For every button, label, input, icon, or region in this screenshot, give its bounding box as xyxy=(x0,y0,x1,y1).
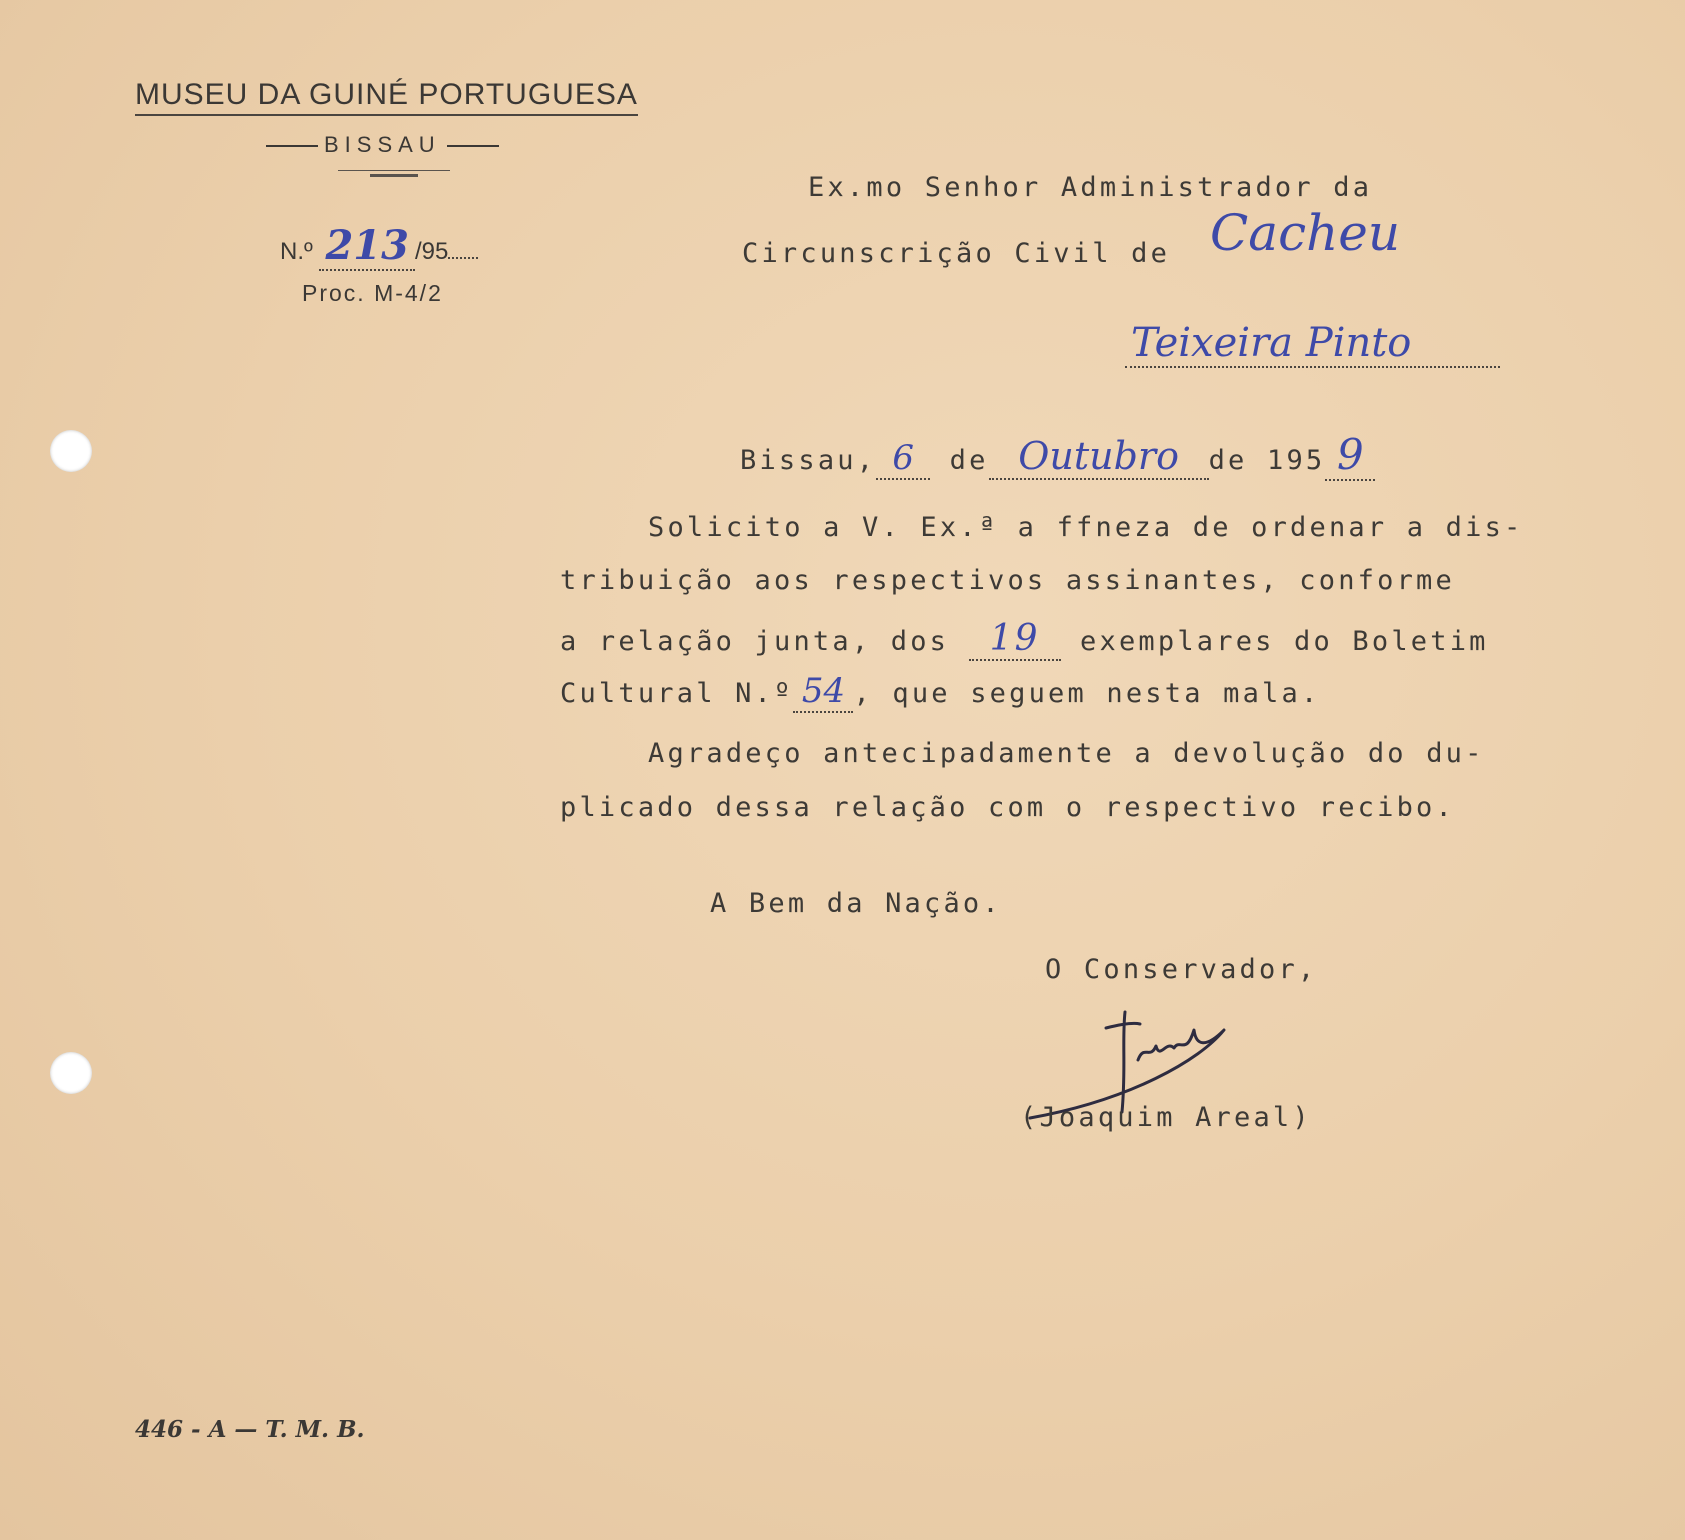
handwritten-issue: 54 xyxy=(793,671,853,713)
printer-code: 446 - A — T. M. B. xyxy=(135,1416,365,1443)
date-month: Outubro xyxy=(989,434,1209,480)
date-year-digit: 9 xyxy=(1325,430,1375,481)
body-p2-line-2: plicado dessa relação com o respectivo recibo. xyxy=(560,792,1455,823)
handwritten-place: Cacheu xyxy=(1210,204,1401,262)
punch-hole-top xyxy=(50,430,92,472)
letterhead-rule xyxy=(338,170,450,171)
institution-name: MUSEU DA GUINÉ PORTUGUESA xyxy=(135,78,638,116)
signatory-name: (Joaquim Areal) xyxy=(1020,1102,1312,1133)
body-p1-line-1: Solicito a V. Ex.ª a ffneza de ordenar a dis- xyxy=(648,512,1524,543)
handwritten-copies: 19 xyxy=(969,618,1061,661)
reference-number: N.º 213 /95 xyxy=(280,222,478,271)
handwritten-number: 213 xyxy=(319,222,415,271)
handwritten-town: Teixeira Pinto xyxy=(1131,320,1412,366)
body-p1-line-4: Cultural N.º 54 , que seguem nesta mala. xyxy=(560,671,1321,711)
body-p1-line-3: a relação junta, dos 19 exemplares do Boletim xyxy=(560,618,1489,659)
institution-city: BISSAU xyxy=(260,132,505,158)
body-p1-line-2: tribuição aos respectivos assinantes, conforme xyxy=(560,565,1455,596)
town-line xyxy=(1125,320,1500,368)
addressee-line-1: Ex.mo Senhor Administrador da xyxy=(808,172,1373,203)
punch-hole-bottom xyxy=(50,1052,92,1094)
addressee-line-2: Circunscrição Civil de xyxy=(742,238,1171,269)
closing-salutation: A Bem da Nação. xyxy=(710,888,1002,919)
letterhead-rule-short xyxy=(370,174,418,177)
process-reference: Proc. M-4/2 xyxy=(302,280,443,306)
date-day: 6 xyxy=(876,438,930,480)
date-line: Bissau, 6 de Outubro de 195 9 xyxy=(740,430,1375,481)
body-p2-line-1: Agradeço antecipadamente a devolução do du- xyxy=(648,738,1485,769)
signatory-role: O Conservador, xyxy=(1045,954,1318,985)
